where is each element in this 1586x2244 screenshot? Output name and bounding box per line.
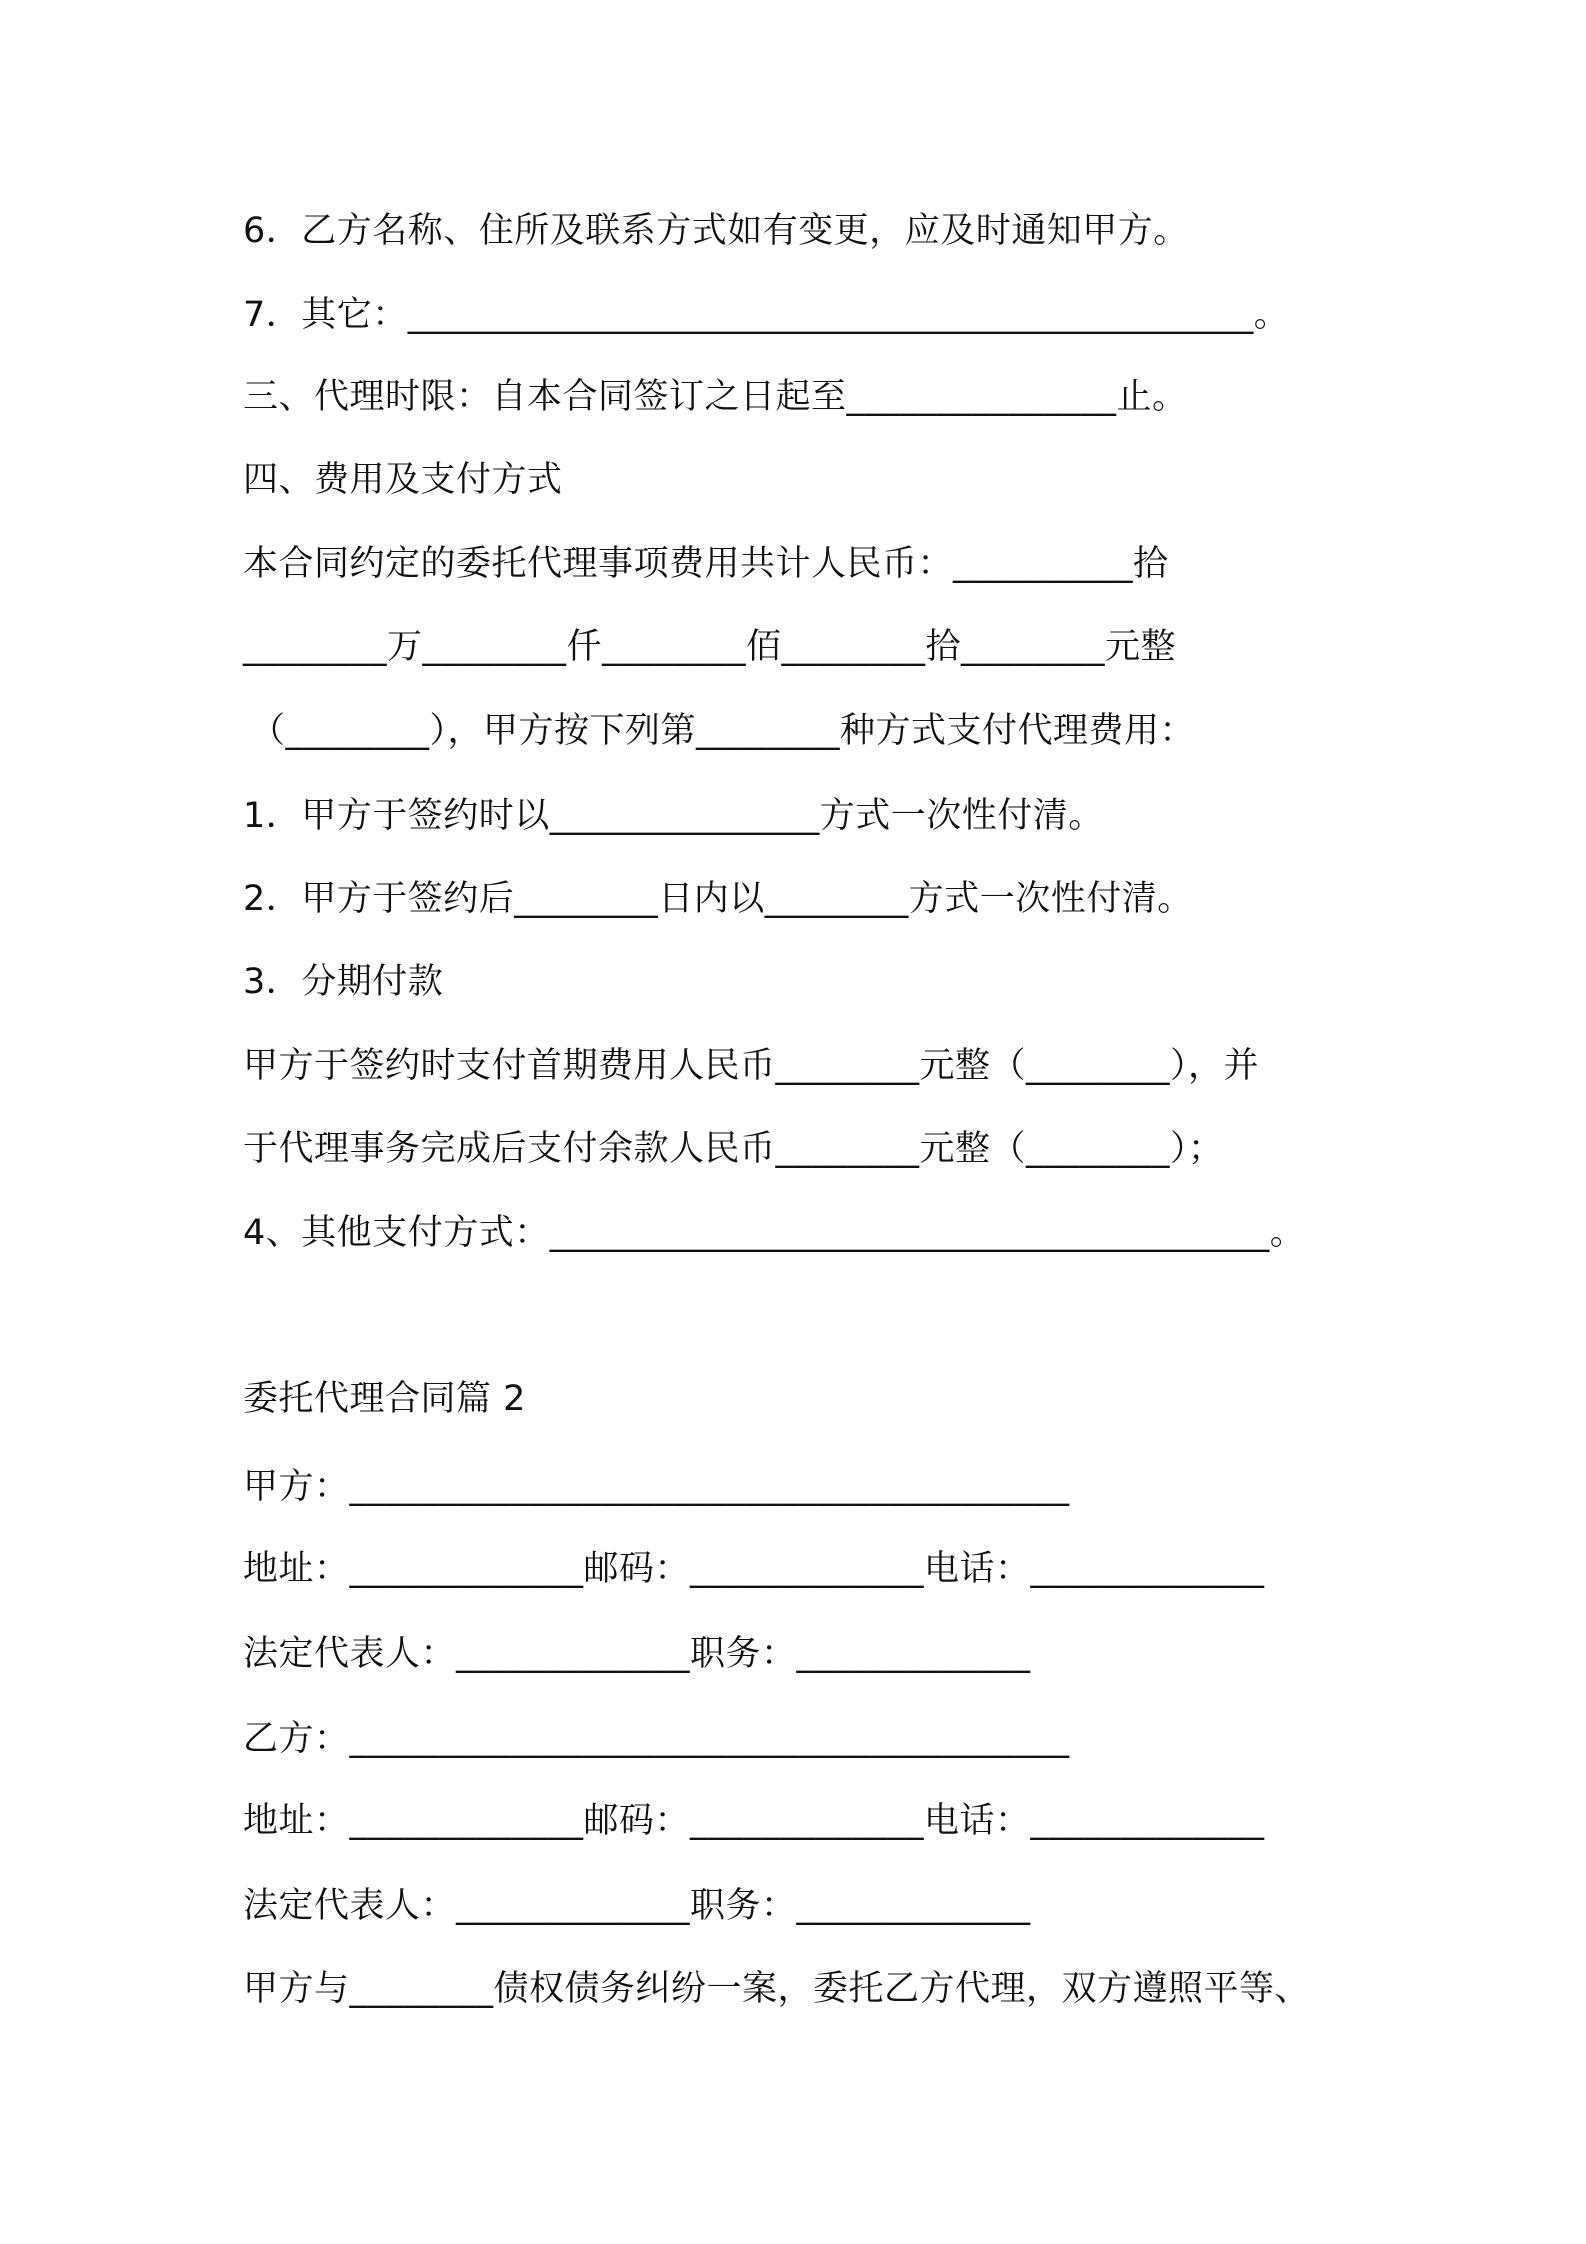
clause-6-text: 6．乙方名称、住所及联系方式如有变更，应及时通知甲方。: [243, 211, 1189, 251]
payment-option-3-heading: 3．分期付款: [243, 962, 444, 1002]
payment-option-4: 4、其他支付方式：________________________________________。: [243, 1213, 1306, 1253]
party-b-address: 地址：_____________邮码：_____________电话：_____________: [243, 1801, 1265, 1841]
agreement-intro: 甲方与________债权债务纠纷一案，委托乙方代理，双方遵照平等、: [243, 1969, 1311, 2009]
payment-option-2: 2．甲方于签约后________日内以________方式一次性付清。: [243, 879, 1193, 919]
installment-line-1: 甲方于签约时支付首期费用人民币________元整（________），并: [243, 1046, 1260, 1086]
party-b-representative: 法定代表人：_____________职务：_____________: [243, 1886, 1031, 1926]
party-a-address: 地址：_____________邮码：_____________电话：_____________: [243, 1549, 1265, 1589]
section-3-term: 三、代理时限：自本合同签订之日起至_______________止。: [243, 377, 1188, 417]
party-a-representative: 法定代表人：_____________职务：_____________: [243, 1634, 1031, 1674]
section-4-heading: 四、费用及支付方式: [243, 460, 563, 500]
clause-7-other: 7．其它：_______________________________________________。: [243, 295, 1290, 335]
installment-line-2: 于代理事务完成后支付余款人民币________元整（________）；: [243, 1129, 1224, 1169]
fee-total-line-2: ________万________仟________佰________拾________元整: [243, 627, 1177, 667]
fee-total-line-3: （________），甲方按下列第________种方式支付代理费用：: [250, 711, 1196, 751]
party-b-name: 乙方：________________________________________: [243, 1719, 1070, 1759]
fee-total-line-1: 本合同约定的委托代理事项费用共计人民币：__________拾: [243, 544, 1169, 584]
contract-2-title: 委托代理合同篇 2: [243, 1379, 526, 1419]
payment-option-1: 1．甲方于签约时以_______________方式一次性付清。: [243, 796, 1104, 836]
party-a-name: 甲方：________________________________________: [243, 1467, 1070, 1507]
